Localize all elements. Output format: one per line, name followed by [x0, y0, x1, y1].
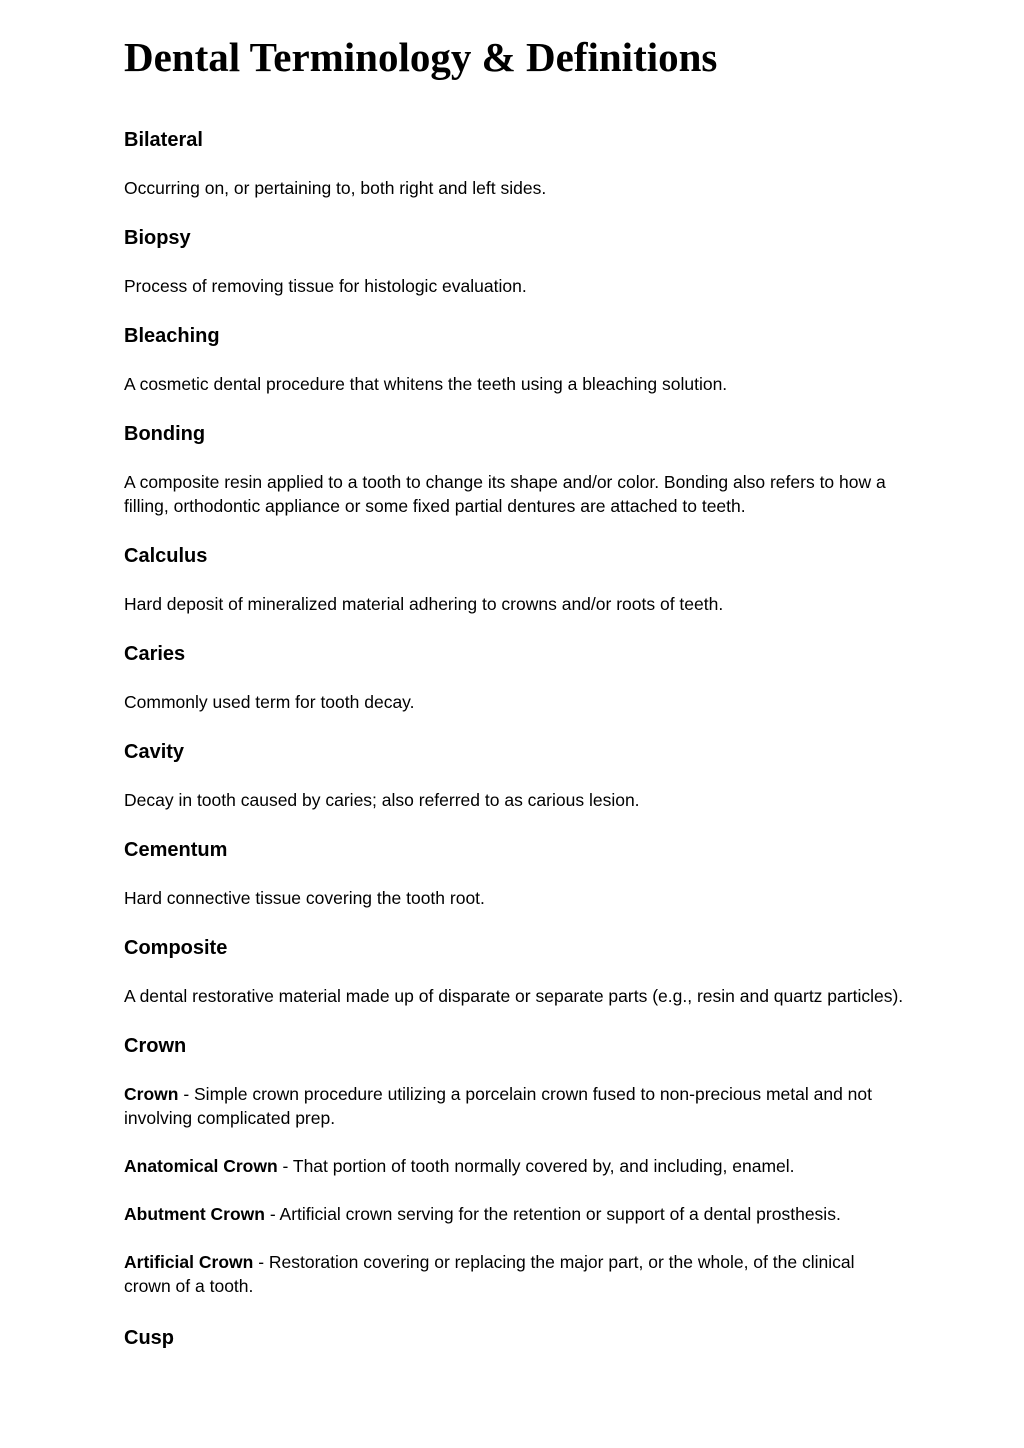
- term-heading: Biopsy: [124, 227, 191, 249]
- term-definition: A cosmetic dental procedure that whitens the teeth using a bleaching solution.: [124, 374, 728, 394]
- term-definition: Decay in tooth caused by caries; also referred to as carious lesion.: [124, 790, 640, 810]
- subterm-label: Abutment Crown: [124, 1204, 265, 1224]
- term-heading: Cavity: [124, 741, 185, 763]
- term-heading: Bilateral: [124, 129, 203, 151]
- crown-subdefinition: [124, 1202, 904, 1226]
- subterm-text: - That portion of tooth normally covered by, and including, enamel.: [277, 1156, 795, 1176]
- term-heading: Cementum: [124, 839, 228, 861]
- term-definition: A dental restorative material made up of disparate or separate parts (e.g., resin and quartz particles).: [124, 986, 904, 1006]
- subterm-label: Artificial Crown: [124, 1252, 254, 1272]
- crown-subdefinition: [124, 1154, 904, 1178]
- term-definition: Hard deposit of mineralized material adhering to crowns and/or roots of teeth.: [124, 594, 724, 614]
- crown-subdefinition: [124, 1250, 904, 1298]
- term-definition: Hard connective tissue covering the tooth root.: [124, 888, 485, 908]
- term-definition: Occurring on, or pertaining to, both right and left sides.: [124, 178, 547, 198]
- subterm-label: Anatomical Crown: [124, 1156, 278, 1176]
- subterm-text: - Simple crown procedure utilizing a porcelain crown fused to non-precious metal and not involving complicated prep.: [124, 1084, 873, 1128]
- term-definition: Process of removing tissue for histologic evaluation.: [124, 276, 527, 296]
- term-definition: A composite resin applied to a tooth to change its shape and/or color. Bonding also refers to how a filling, orthodontic appliance or some fixed partial dentures are attached to teeth.: [124, 472, 886, 516]
- crown-subdefinition: [124, 1082, 904, 1130]
- term-heading-crown: Crown: [124, 1035, 187, 1057]
- term-heading: Calculus: [124, 545, 208, 567]
- term-heading: Composite: [124, 937, 228, 959]
- subterm-text: - Restoration covering or replacing the major part, or the whole, of the clinical crown of a tooth.: [124, 1252, 855, 1296]
- term-heading-cusp: Cusp: [124, 1327, 174, 1349]
- term-heading: Caries: [124, 643, 186, 665]
- term-heading: Bleaching: [124, 325, 220, 347]
- page-title: Dental Terminology & Definitions: [124, 34, 718, 80]
- subterm-label: Crown: [124, 1084, 179, 1104]
- term-definition: Commonly used term for tooth decay.: [124, 692, 415, 712]
- glossary-list: [124, 124, 904, 1374]
- term-heading: Bonding: [124, 423, 206, 445]
- subterm-text: - Artificial crown serving for the retention or support of a dental prosthesis.: [264, 1204, 841, 1224]
